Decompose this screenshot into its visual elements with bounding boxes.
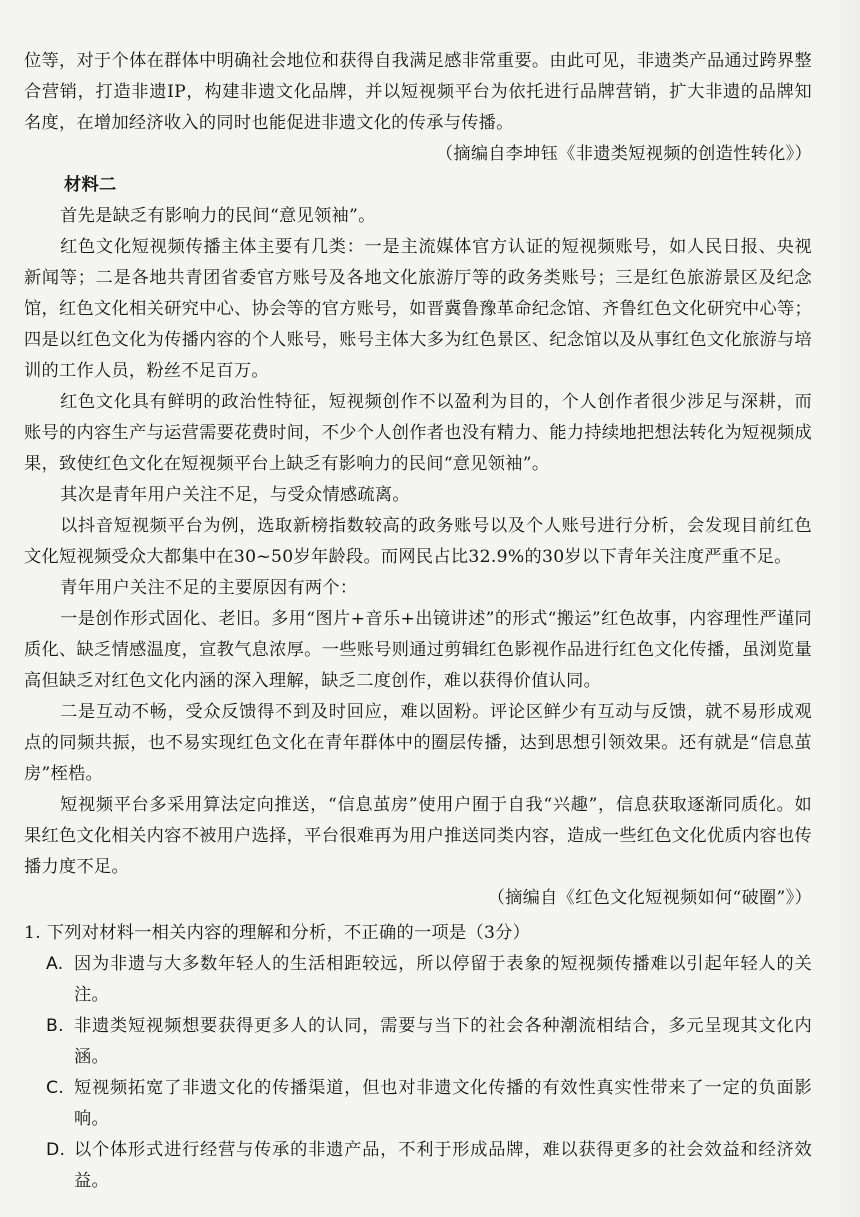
paragraph: 首先是缺乏有影响力的民间“意见领袖”。 xyxy=(60,206,376,226)
option-a[interactable] xyxy=(24,949,812,1011)
question-stem: 1. 下列对材料一相关内容的理解和分析，不正确的一项是（3分） xyxy=(24,923,531,943)
scan-edge-shadow xyxy=(830,0,860,1217)
paragraph: 以抖音短视频平台为例，选取新榜指数较高的政务账号以及个人账号进行分析，会发现目前红色文化短视频受众大都集中在30~50岁年龄段。而网民占比32.9%的30岁以下青年关注度严重不足。 xyxy=(24,516,812,567)
question-1 xyxy=(24,918,812,1197)
paragraph: 青年用户关注不足的主要原因有两个： xyxy=(60,578,358,598)
option-letter: A. xyxy=(46,954,64,974)
option-text: 短视频拓宽了非遗文化的传播渠道，但也对非遗文化传播的有效性真实性带来了一定的负面影响。 xyxy=(74,1078,812,1129)
paragraph: 一是创作形式固化、老旧。多用“图片+音乐+出镜讲述”的形式“搬运”红色故事，内容理性严谨同质化、缺乏情感温度，宣教气息浓厚。一些账号则通过剪辑红色影视作品进行红色文化传播，虽浏览量高但缺乏对红色文化内涵的深入理解，缺乏二度创作，难以获得价值认同。 xyxy=(24,609,812,691)
paragraph: 二是互动不畅，受众反馈得不到及时回应，难以固粉。评论区鲜少有互动与反馈，就不易形成观点的同频共振，也不易实现红色文化在青年群体中的圈层传播，达到思想引领效果。还有就是“信息茧房”桎梏。 xyxy=(24,702,812,784)
material-two-title: 材料二 xyxy=(64,175,117,195)
option-d[interactable] xyxy=(24,1135,812,1197)
paragraph: 红色文化具有鲜明的政治性特征，短视频创作不以盈利为目的，个人创作者很少涉足与深耕，而账号的内容生产与运营需要花费时间，不少个人创作者也没有精力、能力持续地把想法转化为短视频成果，致使红色文化在短视频平台上缺乏有影响力的民间“意见领袖”。 xyxy=(24,392,812,474)
page-content xyxy=(24,46,812,1197)
paragraph: 红色文化短视频传播主体主要有几类：一是主流媒体官方认证的短视频账号，如人民日报、央视新闻等；二是各地共青团省委官方账号及各地文化旅游厅等的政务类账号；三是红色旅游景区及纪念馆，红色文化相关研究中心、协会等的官方账号，如晋冀鲁豫革命纪念馆、齐鲁红色文化研究中心等；四是以红色文化为传播内容的个人账号，账号主体大多为红色景区、纪念馆以及从事红色文化旅游与培训的工作人员，粉丝不足百万。 xyxy=(24,237,812,381)
source-citation-one: （摘编自李坤钰《非遗类短视频的创造性转化》） xyxy=(435,144,812,164)
paragraph: 其次是青年用户关注不足，与受众情感疏离。 xyxy=(60,485,410,505)
option-text: 因为非遗与大多数年轻人的生活相距较远，所以停留于表象的短视频传播难以引起年轻人的关注。 xyxy=(74,954,812,1005)
option-text: 非遗类短视频想要获得更多人的认同，需要与当下的社会各种潮流相结合，多元呈现其文化内涵。 xyxy=(74,1016,812,1067)
option-letter: D. xyxy=(46,1140,66,1160)
paragraph: 短视频平台多采用算法定向推送，“信息茧房”使用户囿于自我“兴趣”，信息获取逐渐同质化。如果红色文化相关内容不被用户选择，平台很难再为用户推送同类内容，造成一些红色文化优质内容也传播力度不足。 xyxy=(24,795,812,877)
option-letter: C. xyxy=(46,1078,65,1098)
option-text: 以个体形式进行经营与传承的非遗产品，不利于形成品牌，难以获得更多的社会效益和经济效益。 xyxy=(74,1140,812,1191)
material-one-tail-paragraph: 位等，对于个体在群体中明确社会地位和获得自我满足感非常重要。由此可见，非遗类产品通过跨界整合营销，打造非遗IP，构建非遗文化品牌，并以短视频平台为依托进行品牌营销，扩大非遗的品牌知名度，在增加经济收入的同时也能促进非遗文化的传承与传播。 xyxy=(24,51,812,133)
option-b[interactable] xyxy=(24,1011,812,1073)
option-c[interactable] xyxy=(24,1073,812,1135)
source-citation-two: （摘编自《红色文化短视频如何“破圈”》） xyxy=(487,888,812,908)
option-letter: B. xyxy=(46,1016,64,1036)
